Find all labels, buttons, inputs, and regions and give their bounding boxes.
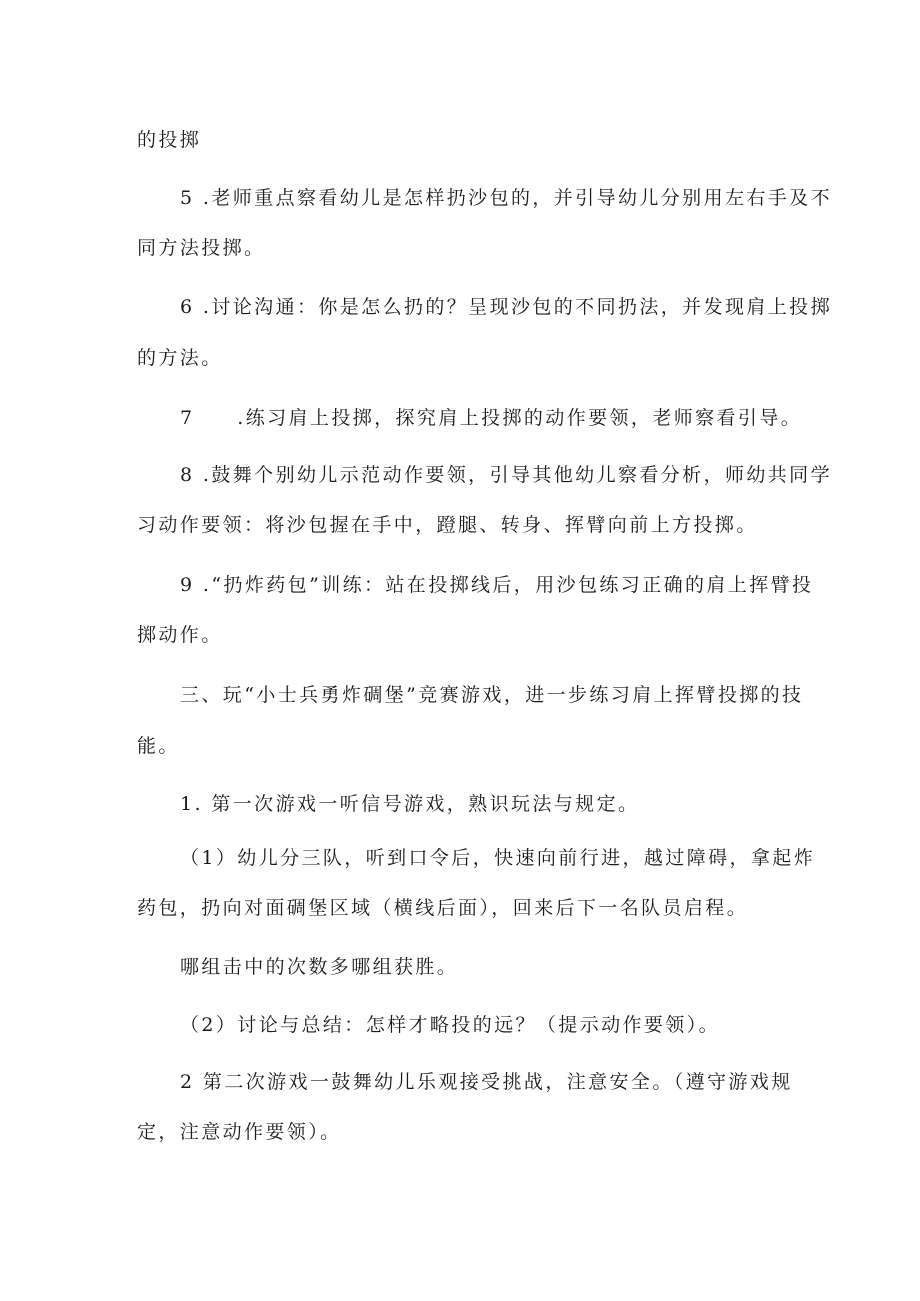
text-line: （2）讨论与总结：怎样才略投的远？（提示动作要领）。 xyxy=(180,1014,720,1036)
text-line: 同方法投掷。 xyxy=(137,237,266,259)
text-line: 能。 xyxy=(137,735,180,757)
text-line: 定，注意动作要领）。 xyxy=(137,1121,342,1143)
text-line: 7 .练习肩上投掷，探究肩上投掷的动作要领，老师察看引导。 xyxy=(180,407,803,429)
text-line: 5 .老师重点察看幼儿是怎样扔沙包的，并引导幼儿分别用左右手及不 xyxy=(180,187,832,209)
text-line: 8 .鼓舞个别幼儿示范动作要领，引导其他幼儿察看分析，师幼共同学 xyxy=(180,464,832,486)
text-line: 6 .讨论沟通：你是怎么扔的？呈现沙包的不同扔法，并发现肩上投掷 xyxy=(180,296,832,318)
text-line: 2 第二次游戏一鼓舞幼儿乐观接受挑战，注意安全。（遵守游戏规 xyxy=(180,1071,793,1093)
text-line: 掷动作。 xyxy=(137,624,223,646)
text-line: 习动作要领：将沙包握在手中，蹬腿、转身、挥臂向前上方投掷。 xyxy=(137,514,758,536)
text-line: 的方法。 xyxy=(137,347,223,369)
text-line: 三、玩“小士兵勇炸碉堡”竞赛游戏，进一步练习肩上挥臂投掷的技 xyxy=(180,684,804,706)
text-line: 哪组击中的次数多哪组获胜。 xyxy=(180,956,459,978)
text-line: 9 .“扔炸药包”训练：站在投掷线后，用沙包练习正确的肩上挥臂投 xyxy=(180,574,814,596)
text-line: 药包，扔向对面碉堡区域（横线后面），回来后下一名队员启程。 xyxy=(137,897,749,919)
text-line: （1）幼儿分三队，听到口令后，快速向前行进，越过障碍，拿起炸 xyxy=(180,847,816,869)
text-line: 的投掷 xyxy=(137,129,202,151)
text-line: 1. 第一次游戏一听信号游戏，熟识玩法与规定。 xyxy=(180,793,640,815)
